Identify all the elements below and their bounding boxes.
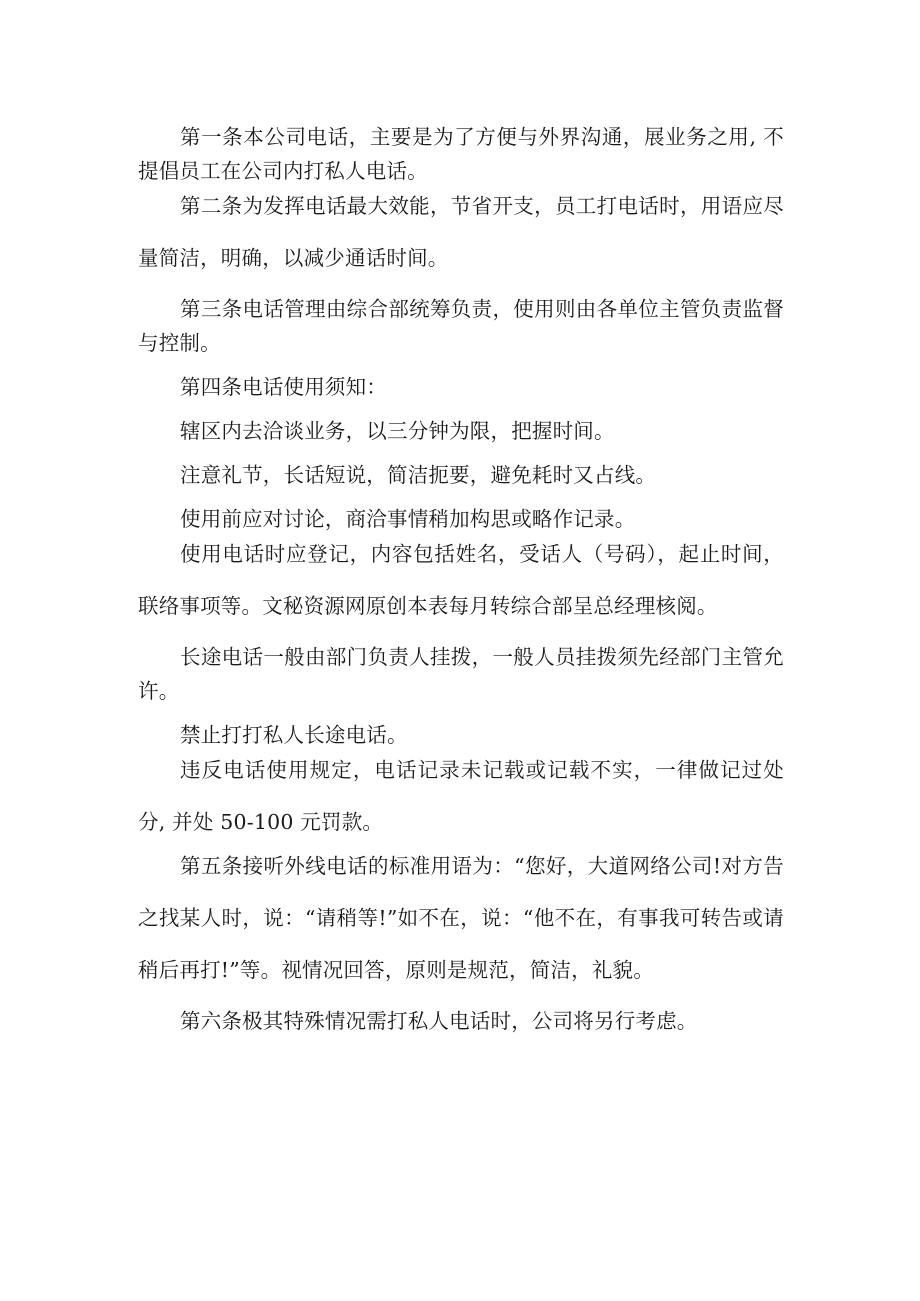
paragraph-rule-4: 使用电话时应登记，内容包括姓名，受话人（号码），起止时间，联络事项等。文秘资源网原创本表每月转综合部呈总经理核阅。 xyxy=(138,542,784,618)
paragraph-article-2: 第二条为发挥电话最大效能，节省开支，员工打电话时，用语应尽量简洁，明确，以减少通话时间。 xyxy=(138,194,784,270)
paragraph-article-4: 第四条电话使用须知： xyxy=(180,375,387,399)
paragraph-rule-6: 禁止打打私人长途电话。 xyxy=(180,723,408,747)
paragraph-rule-5: 长途电话一般由部门负责人挂拨，一般人员挂拨须先经部门主管允许。 xyxy=(138,645,784,703)
paragraph-article-6: 第六条极其特殊情况需打私人电话时，公司将另行考虑。 xyxy=(180,1009,698,1033)
paragraph-article-5: 第五条接听外线电话的标准用语为：“您好，大道网络公司!对方告之找某人时，说：“请稍等!”如不在，说：“他不在，有事我可转告或请稍后再打!”等。视情况回答，原则是规范，简洁，礼貌。 xyxy=(138,854,784,982)
paragraph-rule-3: 使用前应对讨论，商洽事情稍加构思或略作记录。 xyxy=(180,507,636,531)
paragraph-rule-1: 辖区内去洽谈业务，以三分钟为限，把握时间。 xyxy=(180,419,615,443)
paragraph-rule-7: 违反电话使用规定，电话记录未记载或记载不实，一律做记过处分, 并处 50-100 元罚款。 xyxy=(138,758,784,834)
paragraph-rule-2: 注意礼节，长话短说，简洁扼要，避免耗时又占线。 xyxy=(180,463,657,487)
paragraph-article-3: 第三条电话管理由综合部统筹负责，使用则由各单位主管负责监督与控制。 xyxy=(138,297,784,355)
paragraph-article-1: 第一条本公司电话，主要是为了方便与外界沟通，展业务之用, 不提倡员工在公司内打私人电话。 xyxy=(138,125,784,183)
document-body xyxy=(138,120,784,1038)
